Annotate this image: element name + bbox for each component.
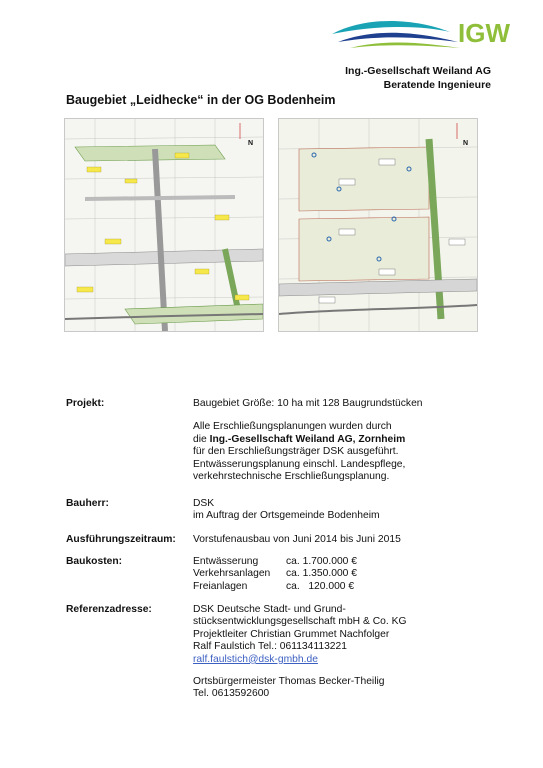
projekt-size: Baugebiet Größe: 10 ha mit 128 Baugrundstücken (193, 398, 423, 409)
projekt-value (193, 398, 423, 483)
cost-row (193, 581, 357, 593)
email-link[interactable]: ralf.faulstich@dsk-gmbh.de (193, 653, 318, 665)
cost-row (193, 568, 357, 580)
referenz-line3: Projektleiter Christian Grummet Nachfolger (193, 628, 390, 640)
bauherr-label: Bauherr: (66, 498, 109, 509)
site-plan-right (278, 118, 478, 332)
bauherr-value (193, 498, 380, 523)
projekt-line4: für den Erschließungsträger DSK ausgeführt. (193, 446, 399, 458)
company-block (345, 64, 491, 92)
baukosten-label: Baukosten: (66, 556, 123, 567)
referenz-line2: stücksentwicklungsgesellschaft mbH & Co. KG (193, 616, 407, 628)
referenz-value (193, 604, 406, 701)
cost-value: ca. 1.350.000 € (286, 568, 357, 580)
projekt-line6: verkehrstechnische Erschließungsplanung. (193, 471, 390, 483)
cost-row (193, 556, 357, 568)
north-arrow-label-right: N (463, 140, 469, 147)
cost-name: Freianlagen (193, 580, 248, 592)
company-subtitle: Beratende Ingenieure (383, 79, 491, 91)
projekt-label: Projekt: (66, 398, 105, 409)
projekt-company: Ing.-Gesellschaft Weiland AG, Zornheim (209, 433, 406, 445)
cost-name: Entwässerung (193, 556, 259, 567)
referenz-line4: Ralf Faulstich Tel.: 061134113221 (193, 641, 347, 653)
cost-value: ca. 120.000 € (286, 580, 355, 592)
logo-text: IGW (458, 18, 510, 48)
mayor-phone: Tel. 0613592600 (193, 688, 270, 700)
bauherr-line1: DSK (193, 498, 215, 509)
ausfuehrung-label: Ausführungszeitraum: (66, 534, 176, 545)
company-logo (330, 12, 530, 54)
north-arrow-label-left: N (248, 140, 254, 147)
bauherr-line2: im Auftrag der Ortsgemeinde Bodenheim (193, 510, 380, 522)
projekt-line3: die Ing.-Gesellschaft Weiland AG, Zornheim (193, 433, 406, 445)
referenz-label: Referenzadresse: (66, 604, 152, 615)
ausfuehrung-value: Vorstufenausbau von Juni 2014 bis Juni 2015 (193, 534, 401, 545)
company-name: Ing.-Gesellschaft Weiland AG (345, 65, 491, 77)
cost-name: Verkehrsanlagen (193, 568, 271, 580)
projekt-line5: Entwässerungsplanung einschl. Landespflege, (193, 458, 406, 470)
referenz-line1: DSK Deutsche Stadt- und Grund- (193, 604, 346, 615)
projekt-line2: Alle Erschließungsplanungen wurden durch (193, 421, 392, 433)
page-title: Baugebiet „Leidhecke“ in der OG Bodenheim (66, 93, 336, 107)
mayor-line: Ortsbürgermeister Thomas Becker-Theilig (193, 676, 385, 688)
site-plan-left (64, 118, 264, 332)
baukosten-table (193, 556, 357, 593)
cost-value: ca. 1.700.000 € (286, 556, 357, 567)
